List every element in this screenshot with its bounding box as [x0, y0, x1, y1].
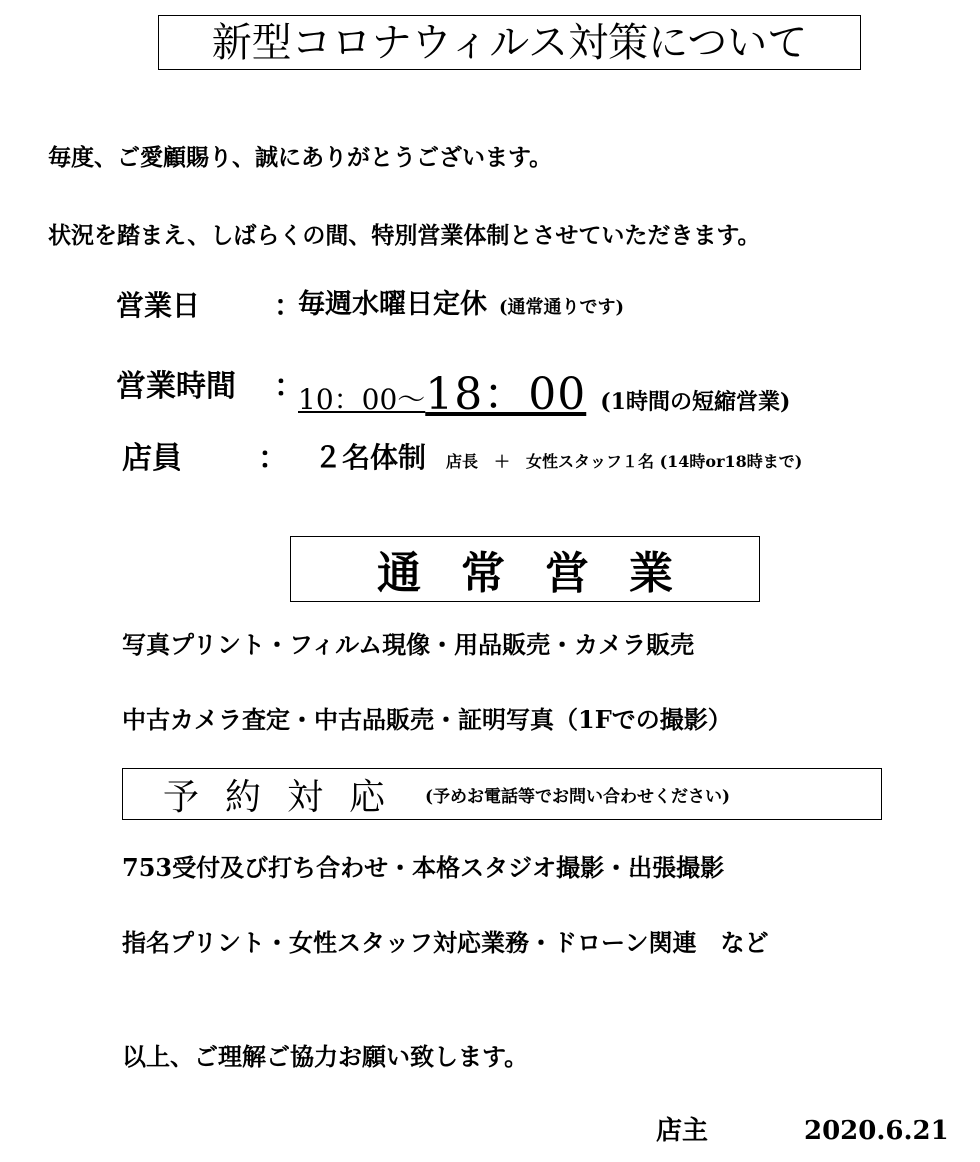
intro-text: 状況を踏まえ、しばらくの間、特別営業体制とさせていただきます。: [48, 222, 761, 249]
business-days-value: 毎週水曜日定休: [298, 289, 487, 320]
business-hours-row: [298, 358, 790, 422]
signature-author: 店主: [656, 1116, 709, 1146]
business-hours-note: (1時間の短縮営業): [600, 389, 791, 415]
business-hours-label: 営業時間: [116, 369, 236, 404]
business-hours-end: 18：00: [425, 369, 587, 420]
business-days-colon: ：: [274, 289, 303, 322]
business-days-label: 営業日: [116, 289, 201, 322]
staff-note: 店長 ＋ 女性スタッフ１名 (14時or18時まで): [446, 452, 803, 471]
closing-text: 以上、ご理解ご協力お願い致します。: [122, 1042, 529, 1071]
notice-title: 新型コロナウィルス対策について: [158, 15, 861, 70]
business-hours-start: 10：00～: [298, 383, 426, 416]
reservation-box: [122, 768, 882, 820]
staff-colon: ：: [258, 441, 288, 476]
normal-business-line: 中古カメラ査定・中古品販売・証明写真（1Fでの撮影）: [122, 705, 732, 734]
reservation-line: 753受付及び打ち合わせ・本格スタジオ撮影・出張撮影: [122, 853, 725, 882]
reservation-heading: 予約対応: [163, 776, 412, 818]
staff-row: [314, 441, 803, 474]
signature-date: 2020.6.21: [804, 1116, 949, 1146]
normal-business-heading: 通常営業: [290, 536, 760, 602]
reservation-note: (予めお電話等でお問い合わせください): [425, 786, 731, 807]
greeting-text: 毎度、ご愛顧賜り、誠にありがとうございます。: [48, 144, 553, 171]
reservation-line: 指名プリント・女性スタッフ対応業務・ドローン関連 など: [122, 928, 769, 957]
staff-value: ２名体制: [314, 441, 427, 474]
business-days-note: (通常通りです): [499, 297, 625, 318]
business-days-row: [298, 291, 624, 318]
normal-business-line: 写真プリント・フィルム現像・用品販売・カメラ販売: [122, 630, 695, 659]
business-hours-colon: ：: [274, 369, 304, 404]
staff-label: 店員: [122, 441, 182, 476]
